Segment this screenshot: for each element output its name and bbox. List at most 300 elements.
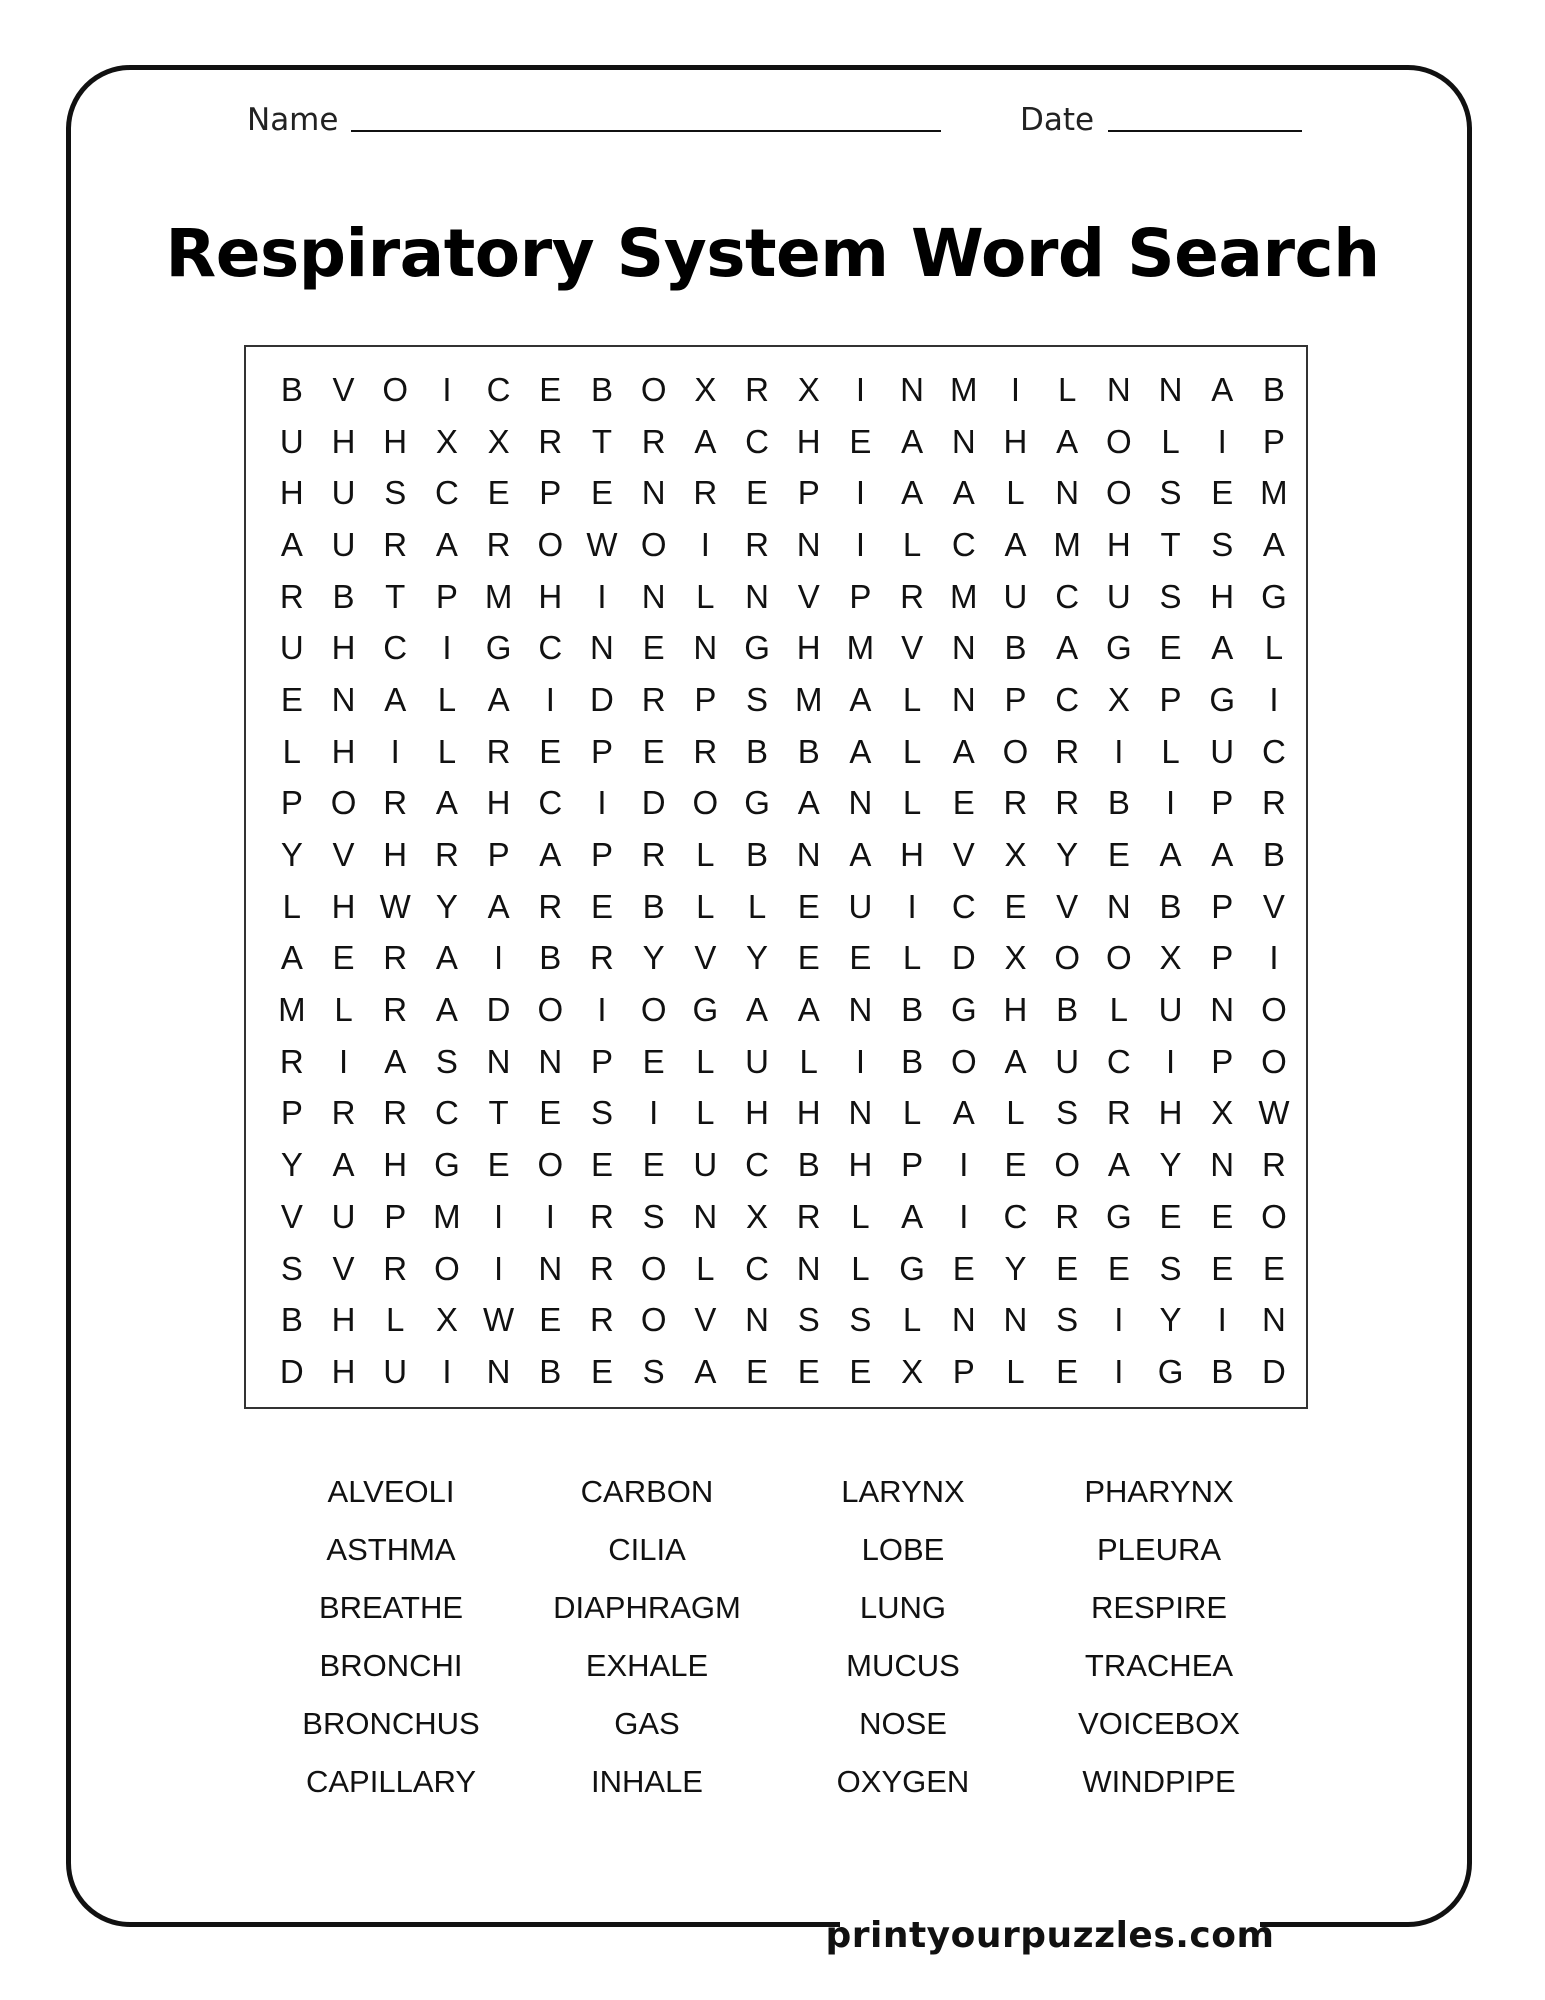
grid-letter[interactable]: G <box>1106 1197 1132 1235</box>
grid-letter[interactable]: G <box>1209 680 1236 718</box>
grid-letter[interactable]: P <box>1211 939 1234 977</box>
grid-letter[interactable]: L <box>696 1042 715 1080</box>
grid-letter[interactable]: V <box>1056 887 1079 925</box>
date-field[interactable] <box>1108 130 1302 132</box>
grid-letter[interactable]: R <box>693 732 718 770</box>
grid-letter[interactable]: N <box>951 680 976 718</box>
grid-letter[interactable]: L <box>851 1197 870 1235</box>
grid-letter[interactable]: I <box>442 629 452 667</box>
grid-letter[interactable]: R <box>279 577 304 615</box>
grid-letter[interactable]: E <box>1107 1249 1130 1287</box>
grid-letter[interactable]: H <box>1106 525 1131 563</box>
grid-letter[interactable]: I <box>1010 370 1021 408</box>
grid-letter[interactable]: E <box>849 939 872 977</box>
grid-letter[interactable]: N <box>590 629 614 667</box>
grid-letter[interactable]: E <box>280 680 303 718</box>
grid-letter[interactable]: L <box>386 1301 405 1339</box>
grid-letter[interactable]: L <box>902 680 922 718</box>
grid-letter[interactable]: O <box>1054 1146 1080 1184</box>
grid-letter[interactable]: O <box>537 1146 564 1184</box>
grid-letter[interactable]: P <box>590 1042 613 1080</box>
grid-letter[interactable]: E <box>332 939 355 977</box>
grid-letter[interactable]: C <box>538 629 563 667</box>
grid-letter[interactable]: M <box>794 680 823 718</box>
grid-letter[interactable]: N <box>538 1042 563 1080</box>
grid-letter[interactable]: N <box>796 1249 821 1287</box>
grid-letter[interactable]: S <box>1211 525 1234 563</box>
grid-letter[interactable]: N <box>331 680 356 718</box>
grid-letter[interactable]: D <box>486 991 511 1029</box>
grid-letter[interactable]: O <box>537 525 564 563</box>
grid-letter[interactable]: N <box>848 784 873 822</box>
grid-letter[interactable]: C <box>1003 1197 1028 1235</box>
grid-letter[interactable]: N <box>951 1301 976 1339</box>
grid-letter[interactable]: B <box>797 732 820 770</box>
grid-letter[interactable]: S <box>849 1301 872 1339</box>
grid-letter[interactable]: N <box>1003 1301 1028 1339</box>
grid-letter[interactable]: I <box>494 1249 504 1287</box>
grid-letter[interactable]: U <box>1210 732 1235 770</box>
grid-letter[interactable]: R <box>693 474 718 512</box>
grid-letter[interactable]: V <box>694 1301 717 1339</box>
grid-letter[interactable]: B <box>539 1352 562 1390</box>
grid-letter[interactable]: L <box>696 1249 715 1287</box>
grid-letter[interactable]: N <box>951 422 976 460</box>
grid-letter[interactable]: N <box>486 1042 511 1080</box>
grid-letter[interactable]: M <box>1053 525 1081 563</box>
grid-letter[interactable]: R <box>383 939 408 977</box>
grid-letter[interactable]: T <box>385 577 406 615</box>
grid-letter[interactable]: G <box>434 1146 460 1184</box>
grid-letter[interactable]: I <box>442 1352 452 1390</box>
grid-letter[interactable]: L <box>902 784 922 822</box>
grid-letter[interactable]: A <box>487 887 510 925</box>
grid-letter[interactable]: C <box>486 370 511 408</box>
grid-letter[interactable]: E <box>487 1146 510 1184</box>
grid-letter[interactable]: G <box>1106 629 1132 667</box>
grid-letter[interactable]: N <box>538 1249 563 1287</box>
grid-letter[interactable]: O <box>1106 474 1132 512</box>
grid-letter[interactable]: U <box>1158 991 1183 1029</box>
grid-letter[interactable]: O <box>692 784 719 822</box>
grid-letter[interactable]: N <box>796 525 821 563</box>
grid-letter[interactable]: P <box>1004 680 1027 718</box>
grid-letter[interactable]: L <box>747 887 767 925</box>
grid-letter[interactable]: R <box>1055 784 1080 822</box>
grid-letter[interactable]: D <box>641 784 666 822</box>
grid-letter[interactable]: N <box>1210 991 1235 1029</box>
grid-letter[interactable]: A <box>1262 525 1285 563</box>
grid-letter[interactable]: P <box>280 1094 303 1132</box>
grid-letter[interactable]: E <box>1056 1249 1079 1287</box>
grid-letter[interactable]: E <box>797 939 820 977</box>
grid-letter[interactable]: U <box>331 474 356 512</box>
grid-letter[interactable]: U <box>848 887 873 925</box>
grid-letter[interactable]: O <box>640 991 667 1029</box>
grid-letter[interactable]: P <box>280 784 303 822</box>
grid-letter[interactable]: O <box>640 1249 667 1287</box>
grid-letter[interactable]: Y <box>642 939 665 977</box>
grid-letter[interactable]: E <box>1211 474 1234 512</box>
grid-letter[interactable]: E <box>539 732 562 770</box>
grid-letter[interactable]: W <box>379 887 411 925</box>
grid-letter[interactable]: I <box>959 1197 969 1235</box>
grid-letter[interactable]: U <box>693 1146 718 1184</box>
grid-letter[interactable]: A <box>1211 836 1234 874</box>
grid-letter[interactable]: Y <box>435 887 458 925</box>
grid-letter[interactable]: A <box>952 1094 975 1132</box>
grid-letter[interactable]: U <box>1003 577 1028 615</box>
grid-letter[interactable]: R <box>1055 732 1080 770</box>
grid-letter[interactable]: I <box>855 474 865 512</box>
grid-letter[interactable]: H <box>331 732 356 770</box>
grid-letter[interactable]: H <box>486 784 511 822</box>
grid-letter[interactable]: X <box>435 1301 458 1339</box>
grid-letter[interactable]: E <box>1159 629 1182 667</box>
grid-letter[interactable]: I <box>545 680 555 718</box>
grid-letter[interactable]: A <box>384 1042 407 1080</box>
grid-letter[interactable]: H <box>1003 422 1028 460</box>
grid-letter[interactable]: A <box>1211 370 1234 408</box>
grid-letter[interactable]: P <box>539 474 562 512</box>
grid-letter[interactable]: N <box>1210 1146 1235 1184</box>
grid-letter[interactable]: L <box>437 732 457 770</box>
grid-letter[interactable]: P <box>797 474 820 512</box>
grid-letter[interactable]: C <box>745 1146 769 1184</box>
grid-letter[interactable]: B <box>1262 836 1285 874</box>
grid-letter[interactable]: R <box>538 422 563 460</box>
grid-letter[interactable]: N <box>693 629 718 667</box>
grid-letter[interactable]: E <box>1056 1352 1079 1390</box>
grid-letter[interactable]: Y <box>1056 836 1079 874</box>
grid-letter[interactable]: C <box>538 784 563 822</box>
grid-letter[interactable]: L <box>1161 422 1180 460</box>
grid-letter[interactable]: L <box>1109 991 1129 1029</box>
grid-letter[interactable]: O <box>1054 939 1080 977</box>
grid-letter[interactable]: N <box>745 577 769 615</box>
grid-letter[interactable]: O <box>1106 422 1132 460</box>
grid-letter[interactable]: H <box>848 1146 873 1184</box>
grid-letter[interactable]: O <box>1002 732 1029 770</box>
grid-letter[interactable]: E <box>849 422 872 460</box>
grid-letter[interactable]: I <box>597 577 607 615</box>
grid-letter[interactable]: L <box>282 732 302 770</box>
grid-letter[interactable]: E <box>642 1146 665 1184</box>
grid-letter[interactable]: S <box>642 1352 665 1390</box>
grid-letter[interactable]: A <box>797 784 820 822</box>
grid-letter[interactable]: L <box>1264 629 1284 667</box>
grid-letter[interactable]: B <box>332 577 355 615</box>
grid-letter[interactable]: I <box>700 525 710 563</box>
grid-letter[interactable]: L <box>696 1094 715 1132</box>
grid-letter[interactable]: E <box>642 732 665 770</box>
grid-letter[interactable]: X <box>1107 680 1130 718</box>
grid-letter[interactable]: H <box>796 629 821 667</box>
grid-letter[interactable]: B <box>746 836 769 874</box>
grid-letter[interactable]: H <box>1210 577 1235 615</box>
grid-letter[interactable]: O <box>1261 1042 1287 1080</box>
grid-letter[interactable]: I <box>1269 680 1279 718</box>
grid-letter[interactable]: E <box>590 1352 613 1390</box>
grid-letter[interactable]: A <box>435 525 458 563</box>
grid-letter[interactable]: H <box>331 422 356 460</box>
grid-letter[interactable]: O <box>434 1249 460 1287</box>
grid-letter[interactable]: A <box>901 422 924 460</box>
grid-letter[interactable]: S <box>384 474 407 512</box>
grid-letter[interactable]: H <box>383 836 408 874</box>
grid-letter[interactable]: X <box>901 1352 924 1390</box>
grid-letter[interactable]: D <box>590 680 614 718</box>
grid-letter[interactable]: Y <box>1159 1301 1182 1339</box>
grid-letter[interactable]: E <box>487 474 510 512</box>
grid-letter[interactable]: A <box>849 680 872 718</box>
grid-letter[interactable]: R <box>745 525 769 563</box>
grid-letter[interactable]: L <box>334 991 353 1029</box>
grid-letter[interactable]: U <box>331 1197 356 1235</box>
grid-letter[interactable]: P <box>849 577 872 615</box>
grid-letter[interactable]: S <box>280 1249 303 1287</box>
grid-letter[interactable]: E <box>642 629 665 667</box>
grid-letter[interactable]: H <box>1003 991 1028 1029</box>
grid-letter[interactable]: L <box>282 887 302 925</box>
grid-letter[interactable]: T <box>591 422 613 460</box>
grid-letter[interactable]: W <box>586 525 618 563</box>
grid-letter[interactable]: R <box>1055 1197 1080 1235</box>
grid-letter[interactable]: I <box>1165 784 1176 822</box>
grid-letter[interactable]: A <box>1107 1146 1130 1184</box>
grid-letter[interactable]: R <box>383 784 408 822</box>
grid-letter[interactable]: V <box>332 836 355 874</box>
grid-letter[interactable]: A <box>1056 629 1079 667</box>
grid-letter[interactable]: V <box>1262 887 1285 925</box>
grid-letter[interactable]: R <box>590 1249 614 1287</box>
grid-letter[interactable]: U <box>331 525 356 563</box>
grid-letter[interactable]: P <box>590 732 613 770</box>
grid-letter[interactable]: A <box>849 836 872 874</box>
grid-letter[interactable]: I <box>545 1197 555 1235</box>
grid-letter[interactable]: N <box>745 1301 769 1339</box>
grid-letter[interactable]: L <box>902 732 922 770</box>
grid-letter[interactable]: P <box>952 1352 975 1390</box>
grid-letter[interactable]: S <box>1159 1249 1182 1287</box>
grid-letter[interactable]: R <box>279 1042 304 1080</box>
grid-letter[interactable]: G <box>692 991 719 1029</box>
grid-letter[interactable]: G <box>950 991 977 1029</box>
grid-letter[interactable]: G <box>1261 577 1287 615</box>
grid-letter[interactable]: O <box>640 1301 667 1339</box>
grid-letter[interactable]: V <box>901 629 924 667</box>
grid-letter[interactable]: M <box>278 991 306 1029</box>
grid-letter[interactable]: I <box>597 991 607 1029</box>
grid-letter[interactable]: I <box>855 370 865 408</box>
grid-letter[interactable]: I <box>649 1094 659 1132</box>
grid-letter[interactable]: B <box>642 887 665 925</box>
grid-letter[interactable]: R <box>434 836 459 874</box>
grid-letter[interactable]: W <box>1258 1094 1290 1132</box>
grid-letter[interactable]: N <box>848 1094 873 1132</box>
grid-letter[interactable]: E <box>590 474 613 512</box>
grid-letter[interactable]: H <box>383 422 408 460</box>
grid-letter[interactable]: N <box>641 474 666 512</box>
grid-letter[interactable]: H <box>538 577 563 615</box>
grid-letter[interactable]: A <box>952 474 975 512</box>
grid-letter[interactable]: A <box>797 991 820 1029</box>
grid-letter[interactable]: A <box>435 991 458 1029</box>
grid-letter[interactable]: N <box>1106 887 1131 925</box>
grid-letter[interactable]: P <box>487 836 510 874</box>
grid-letter[interactable]: B <box>901 1042 924 1080</box>
grid-letter[interactable]: N <box>1261 1301 1286 1339</box>
grid-letter[interactable]: A <box>1004 525 1027 563</box>
grid-letter[interactable]: S <box>1056 1094 1079 1132</box>
grid-letter[interactable]: A <box>487 680 510 718</box>
grid-letter[interactable]: B <box>590 370 613 408</box>
grid-letter[interactable]: E <box>746 1352 769 1390</box>
grid-letter[interactable]: R <box>590 1301 614 1339</box>
grid-letter[interactable]: S <box>1159 577 1182 615</box>
grid-letter[interactable]: M <box>433 1197 461 1235</box>
grid-letter[interactable]: L <box>851 1249 870 1287</box>
grid-letter[interactable]: H <box>331 629 356 667</box>
grid-letter[interactable]: R <box>641 422 666 460</box>
grid-letter[interactable]: P <box>435 577 458 615</box>
grid-letter[interactable]: T <box>1160 525 1181 563</box>
grid-letter[interactable]: E <box>1004 1146 1027 1184</box>
grid-letter[interactable]: L <box>902 1094 922 1132</box>
grid-letter[interactable]: L <box>696 836 715 874</box>
grid-letter[interactable]: L <box>1161 732 1180 770</box>
grid-letter[interactable]: P <box>1211 784 1234 822</box>
grid-letter[interactable]: R <box>590 939 614 977</box>
grid-letter[interactable]: A <box>952 732 975 770</box>
grid-letter[interactable]: B <box>1211 1352 1234 1390</box>
grid-letter[interactable]: I <box>597 784 607 822</box>
grid-letter[interactable]: P <box>1159 680 1182 718</box>
grid-letter[interactable]: H <box>331 1301 356 1339</box>
grid-letter[interactable]: A <box>384 680 407 718</box>
grid-letter[interactable]: L <box>1057 370 1077 408</box>
grid-letter[interactable]: M <box>1260 474 1288 512</box>
grid-letter[interactable]: S <box>435 1042 458 1080</box>
grid-letter[interactable]: R <box>1106 1094 1131 1132</box>
grid-letter[interactable]: L <box>1006 474 1025 512</box>
grid-letter[interactable]: L <box>1006 1094 1025 1132</box>
grid-letter[interactable]: O <box>950 1042 977 1080</box>
grid-letter[interactable]: L <box>437 680 457 718</box>
grid-letter[interactable]: I <box>1114 1352 1124 1390</box>
grid-letter[interactable]: A <box>901 474 924 512</box>
grid-letter[interactable]: S <box>590 1094 613 1132</box>
grid-letter[interactable]: P <box>1262 422 1285 460</box>
grid-letter[interactable]: A <box>694 422 717 460</box>
grid-letter[interactable]: A <box>1159 836 1182 874</box>
grid-letter[interactable]: I <box>907 887 917 925</box>
grid-letter[interactable]: N <box>693 1197 718 1235</box>
grid-letter[interactable]: B <box>1056 991 1079 1029</box>
grid-letter[interactable]: I <box>1217 1301 1227 1339</box>
grid-letter[interactable]: P <box>1211 887 1234 925</box>
grid-letter[interactable]: B <box>280 370 303 408</box>
grid-letter[interactable]: A <box>435 784 458 822</box>
grid-letter[interactable]: R <box>1261 1146 1286 1184</box>
grid-letter[interactable]: D <box>1261 1352 1286 1390</box>
grid-letter[interactable]: B <box>1262 370 1285 408</box>
grid-letter[interactable]: X <box>797 370 820 408</box>
grid-letter[interactable]: E <box>952 784 975 822</box>
grid-letter[interactable]: L <box>1006 1352 1025 1390</box>
grid-letter[interactable]: H <box>331 1352 356 1390</box>
grid-letter[interactable]: N <box>796 836 821 874</box>
grid-letter[interactable]: H <box>900 836 925 874</box>
grid-letter[interactable]: C <box>434 474 459 512</box>
grid-letter[interactable]: Y <box>1159 1146 1182 1184</box>
grid-letter[interactable]: O <box>1261 1197 1287 1235</box>
grid-letter[interactable]: A <box>746 991 769 1029</box>
grid-letter[interactable]: E <box>952 1249 975 1287</box>
grid-letter[interactable]: I <box>1269 939 1279 977</box>
grid-letter[interactable]: I <box>494 1197 504 1235</box>
grid-letter[interactable]: E <box>797 887 820 925</box>
grid-letter[interactable]: L <box>902 1301 922 1339</box>
grid-letter[interactable]: N <box>486 1352 511 1390</box>
grid-letter[interactable]: I <box>442 370 452 408</box>
grid-letter[interactable]: I <box>338 1042 349 1080</box>
grid-letter[interactable]: G <box>744 784 770 822</box>
grid-letter[interactable]: R <box>331 1094 356 1132</box>
grid-letter[interactable]: U <box>745 1042 769 1080</box>
grid-letter[interactable]: A <box>332 1146 355 1184</box>
grid-letter[interactable]: E <box>539 1301 562 1339</box>
grid-letter[interactable]: R <box>641 680 666 718</box>
grid-letter[interactable]: C <box>951 525 976 563</box>
grid-letter[interactable]: A <box>435 939 458 977</box>
grid-letter[interactable]: A <box>901 1197 924 1235</box>
grid-letter[interactable]: A <box>694 1352 717 1390</box>
grid-letter[interactable]: E <box>539 1094 562 1132</box>
grid-letter[interactable]: E <box>590 1146 613 1184</box>
grid-letter[interactable]: O <box>537 991 564 1029</box>
grid-letter[interactable]: X <box>1159 939 1182 977</box>
grid-letter[interactable]: H <box>796 422 821 460</box>
grid-letter[interactable]: H <box>383 1146 408 1184</box>
grid-letter[interactable]: R <box>383 1094 408 1132</box>
grid-letter[interactable]: X <box>1211 1094 1234 1132</box>
grid-letter[interactable]: E <box>849 1352 872 1390</box>
grid-letter[interactable]: M <box>484 577 513 615</box>
grid-letter[interactable]: H <box>1158 1094 1183 1132</box>
name-field[interactable] <box>351 130 941 132</box>
grid-letter[interactable]: V <box>280 1197 303 1235</box>
grid-letter[interactable]: A <box>1211 629 1234 667</box>
grid-letter[interactable]: U <box>279 422 304 460</box>
grid-letter[interactable]: B <box>280 1301 303 1339</box>
grid-letter[interactable]: E <box>1159 1197 1182 1235</box>
grid-letter[interactable]: E <box>1211 1249 1234 1287</box>
grid-letter[interactable]: P <box>384 1197 407 1235</box>
grid-letter[interactable]: S <box>746 680 769 718</box>
grid-letter[interactable]: R <box>1003 784 1028 822</box>
grid-letter[interactable]: X <box>487 422 510 460</box>
grid-letter[interactable]: U <box>1055 1042 1080 1080</box>
grid-letter[interactable]: N <box>900 370 925 408</box>
grid-letter[interactable]: S <box>642 1197 665 1235</box>
grid-letter[interactable]: R <box>745 370 769 408</box>
grid-letter[interactable]: S <box>1159 474 1182 512</box>
grid-letter[interactable]: L <box>902 525 922 563</box>
grid-letter[interactable]: G <box>485 629 512 667</box>
grid-letter[interactable]: N <box>1106 370 1131 408</box>
grid-letter[interactable]: I <box>1114 732 1124 770</box>
